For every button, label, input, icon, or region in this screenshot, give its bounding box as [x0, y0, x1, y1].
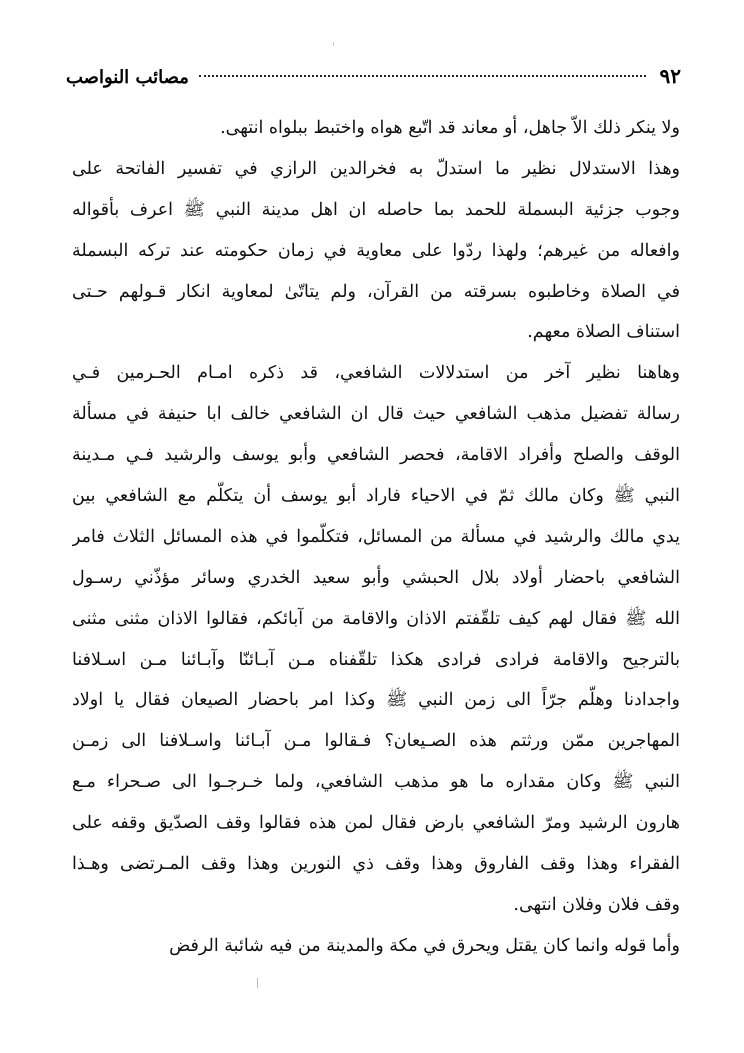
text-line: النبي ﷺ وكان مالك ثمّ في الاحياء فاراد أبو يوسف أن يتكلّم مع الشافعي بين — [72, 486, 680, 507]
text-line: وأما قوله وانما كان يقتل ويحرق في مكة والمدينة من فيه شائبة الرفض — [169, 935, 680, 956]
scan-speck — [333, 42, 334, 46]
text-line: رسالة تفضيل مذهب الشافعي حيث قال ان الشافعي خالف ابا حنيفة في مسألة — [72, 404, 680, 425]
text-line: الوقف والصلح وأفراد الاقامة، فحصر الشافعي وأبو يوسف والرشيد فـي مـدينة — [72, 445, 680, 466]
text-line: واجدادنا وهلّم جرّاً الى زمن النبي ﷺ وكذا امر باحضار الصيعان فقال يا اولاد — [72, 690, 680, 711]
header-dotted-leader — [199, 75, 646, 77]
text-line: الله ﷺ فقال لهم كيف تلقّفتم الاذان والاقامة من آبائكم، فقالوا الاذان مثنى مثنى — [72, 608, 680, 629]
text-line: المهاجرين ممّن ورثتم هذه الصـيعان؟ فـقالوا مـن آبـائنا واسـلافنا الى زمـن — [72, 731, 680, 752]
page-number: ٩٢ — [659, 64, 681, 88]
text-line: هارون الرشيد ومرّ الشافعي بارض فقال لمن هذه فقالوا وقف الصدّيق وقفه على — [72, 813, 680, 834]
text-line: النبي ﷺ وكان مقداره ما هو مذهب الشافعي، ولما خـرجـوا الى صـحراء مـع — [72, 772, 680, 793]
text-line: وهذا الاستدلال نظير ما استدلّ به فخرالدين الرازي في تفسير الفاتحة على — [72, 158, 680, 179]
running-header — [66, 64, 681, 94]
body-text — [72, 108, 680, 967]
text-line: وقف فلان وفلان انتهى. — [513, 894, 680, 915]
text-line: وجوب جزئية البسملة للحمد بما حاصله ان اهل مدينة النبي ﷺ اعرف بأقواله — [72, 199, 680, 220]
book-title: مصائب النواصب — [66, 67, 189, 88]
text-line: بالترجيح والاقامة فرادى فرادى هكذا تلقّفناه مـن آبـائنّا وآبـائنا مـن اسـلافنا — [72, 649, 680, 670]
text-line: يدي مالك والرشيد في مسألة من المسائل، فتكلّموا في هذه المسائل الثلاث فامر — [72, 526, 680, 547]
text-line: الشافعي باحضار أولاد بلال الحبشي وأبو سعيد الخدري وسائر مؤذّني رسـول — [72, 567, 680, 588]
scan-speck — [257, 978, 258, 988]
text-line: استناف الصلاة معهم. — [527, 322, 680, 343]
text-line: وافعاله من غيرهم؛ ولهذا ردّوا على معاوية في زمان حكومته عند تركه البسملة — [72, 240, 680, 261]
text-line: الفقراء وهذا وقف الفاروق وهذا وقف ذي النورين وهذا وقف المـرتضى وهـذا — [72, 854, 680, 875]
text-line: ولا ينكر ذلك الاّ جاهل، أو معاند قد اتّبع هواه واختبط ببلواه انتهى. — [220, 118, 680, 138]
text-line: وهاهنا نظير آخر من استدلالات الشافعي، قد ذكره امـام الحـرمين فـي — [72, 363, 680, 384]
text-line: في الصلاة وخاطبوه بسرقته من القرآن، ولم يتاتّىٰ لمعاوية انكار قـولهم حـتى — [72, 281, 680, 302]
